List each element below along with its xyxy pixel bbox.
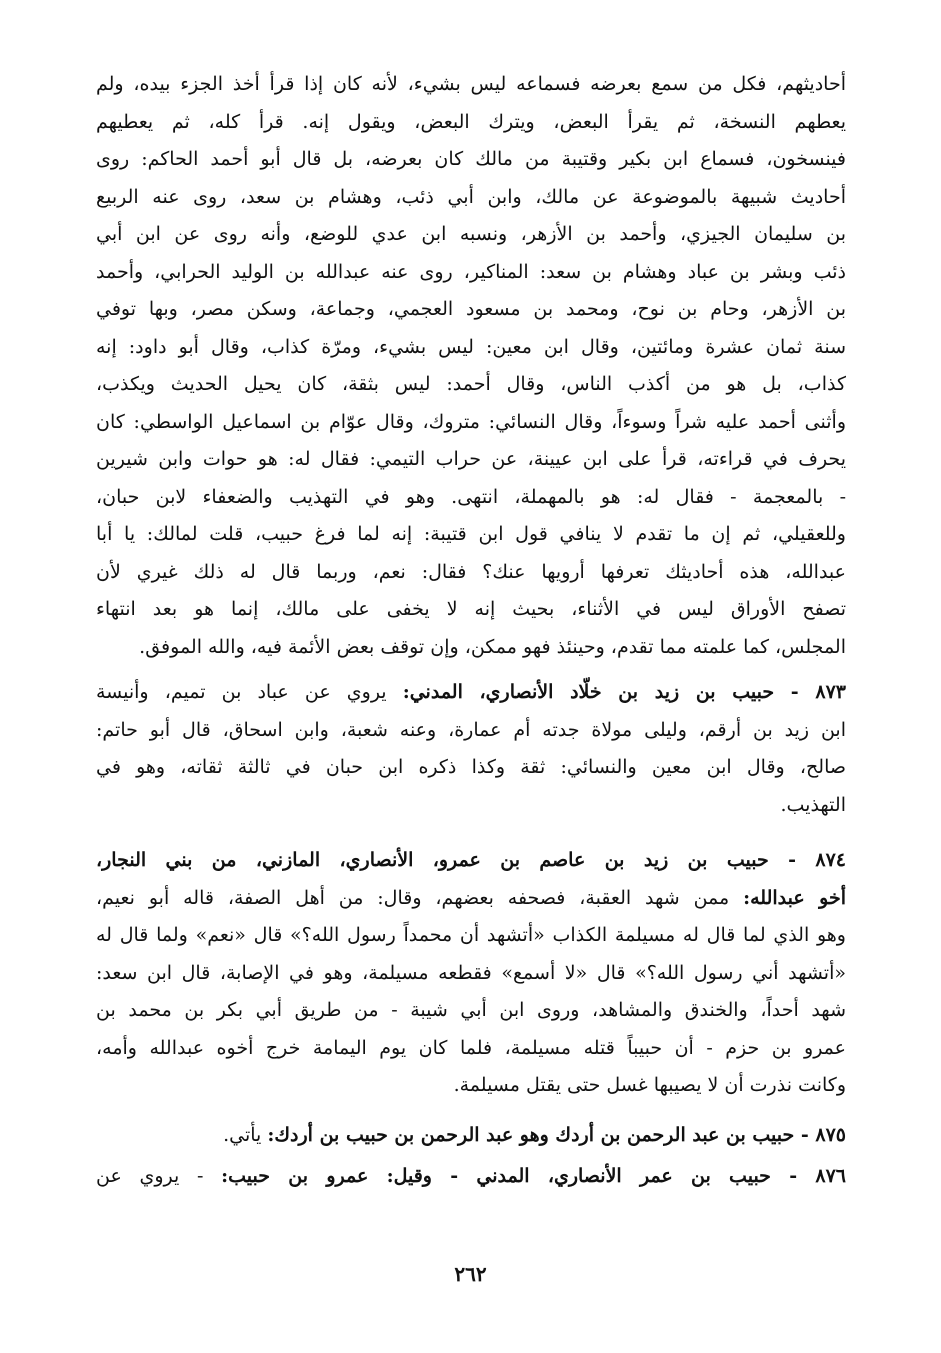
text-line: ابن زيد بن أرقم، وليلى مولاة جدته أم عمارة، وعنه شعبة، وابن اسحاق، قال أبو حاتم: bbox=[96, 718, 846, 741]
entry-text: ممن شهد العقبة، فصحفه بعضهم، وقال: من أهل الصفة، قاله أبو نعيم، bbox=[96, 886, 744, 909]
text-line: وهو الذي لما قال له مسيلمة الكذاب «أتشهد أن محمداً رسول الله؟» قال «نعم» ولما قال له bbox=[96, 924, 846, 946]
text-line: ذئب وبشر بن عباد وهشام بن سعد: المناكير، روى عنه عبدالله بن الوليد الحرابي، وأحمد bbox=[96, 260, 846, 283]
text-line: شهد أحداً، والخندق والمشاهد، وروى ابن أبي شيبة - من طريق أبي بكر بن محمد بن bbox=[96, 999, 846, 1021]
text-line: وكانت نذرت أن لا يصيبها غسل حتى يقتل مسيلمة. bbox=[453, 1074, 846, 1096]
entry-text: يروي عن عباد بن تميم، وأنيسة bbox=[96, 681, 403, 703]
page-body bbox=[96, 66, 846, 1196]
text-line: تصفح الأوراق ليس في الأثناء، بحيث إنه لا يخفى على مالك، إنما هو بعد انتهاء bbox=[96, 598, 846, 620]
entry-874 bbox=[96, 842, 846, 1105]
entry-heading: ٨٧٥ - حبيب بن عبد الرحمن بن أردك وهو عبد الرحمن بن حبيب بن أردك: bbox=[267, 1123, 846, 1146]
text-line: صالح، وقال ابن معين والنسائي: ثقة وكذا ذكره ابن حبان في ثالثة ثقاته، وهو في bbox=[96, 756, 846, 778]
text-line: عمرو بن حزم - أن حبيباً قتله مسيلمة، فلما كان يوم اليمامة خرج أخوه عبدالله وأمه، bbox=[96, 1036, 846, 1059]
entry-text: يأتي. bbox=[223, 1123, 268, 1146]
entry-heading-continued: أخو عبدالله: bbox=[743, 886, 846, 909]
entry-876 bbox=[96, 1158, 846, 1196]
entry-first-line bbox=[96, 1117, 846, 1155]
entry-first-line bbox=[96, 842, 846, 880]
text-line: فينسخون، فسماع ابن بكير وقتيبة من مالك كان بعرضه، بل قال أبو أحمد الحاكم: روى bbox=[96, 148, 846, 170]
text-line: أحاديثهم، فكل من سمع بعرضه فسماعه ليس بشيء، لأنه كان إذا قرأ أخذ الجزء بيده، ولم bbox=[96, 73, 846, 95]
text-line: المجلس، كما علمته مما تقدم، وحينئذ فهو ممكن، وإن توقف بعض الأئمة فيه، والله الموفق. bbox=[139, 635, 846, 658]
entry-875 bbox=[96, 1117, 846, 1155]
text-line: - بالمعجمة - فقال له: هو بالمهملة، انتهى. وهو في التهذيب والضعفاء لابن حبان، bbox=[96, 485, 846, 508]
intro-paragraph bbox=[96, 66, 846, 666]
page-number: ٢٦٢ bbox=[454, 1262, 487, 1286]
text-line: بن الأزهر، وحام بن نوح، ومحمد بن مسعود العجمي، وجماعة، وسكن مصر، وبها توفي bbox=[96, 298, 846, 320]
text-line: «أتشهد أني رسول الله؟» قال «لا أسمع» فقطعه مسيلمة، وهو في الإصابة، قال ابن سعد: bbox=[96, 961, 846, 984]
text-line: وللعقيلي، ثم إن ما تقدم لا ينافي قول ابن قتيبة: إنه لما فرغ حبيب، قلت لمالك: يا أبا bbox=[96, 523, 846, 545]
entry-873 bbox=[96, 674, 846, 824]
text-line: سنة ثمان عشرة ومائتين، وقال ابن معين: ليس بشيء، ومرّة كذاب، وقال أبو داود: إنه bbox=[96, 335, 846, 358]
entry-heading: ٨٧٦ - حبيب بن عمر الأنصاري، المدني - وقيل: عمرو بن حبيب: bbox=[221, 1165, 846, 1187]
entry-heading: ٨٧٤ - حبيب بن زيد بن عاصم بن عمرو، الأنصاري، المازني، من بني النجار، bbox=[96, 849, 846, 871]
entry-first-line bbox=[96, 1158, 846, 1196]
entry-first-line bbox=[96, 674, 846, 712]
entry-text: - يروي عن bbox=[96, 1165, 222, 1187]
text-line: يحرف في قراءته، قرأ على ابن عيينة، عن حراب التيمي: فقال له: هو حوات وابن شيرين bbox=[96, 448, 846, 470]
text-line: كذاب، بل هو من أكذب الناس، وقال أحمد: ليس بثقة، كان يحيل الحديث ويكذب، bbox=[96, 373, 846, 395]
text-line: وأثنى أحمد عليه شراً وسوءاً، وقال النسائي: متروك، وقال عوّام بن اسماعيل الواسطي: كان bbox=[96, 410, 846, 433]
text-line: عبدالله، هذه أحاديثك تعرفها أرويها عنك؟ فقال: نعم، وربما قال له ذلك غيري لأن bbox=[96, 560, 846, 583]
text-line: أحاديث شبيهة بالموضوعة عن مالك، وابن أبي ذئب، وهشام بن سعد، روى عنه الربيع bbox=[96, 185, 846, 208]
text-line: بن سليمان الجيزي، وأحمد بن الأزهر، ونسبه ابن عدي للوضع، وأنه روى عن ابن أبي bbox=[96, 223, 846, 245]
text-line: يعطهم النسخة، ثم يقرأ البعض، ويترك البعض، ويقول إنه. قرأ كله، ثم يعطيهم bbox=[96, 110, 846, 133]
text-line: التهذيب. bbox=[780, 793, 846, 816]
entry-heading: ٨٧٣ - حبيب بن زيد بن خلّاد الأنصاري، المدني: bbox=[402, 681, 846, 703]
text-line bbox=[96, 880, 846, 918]
